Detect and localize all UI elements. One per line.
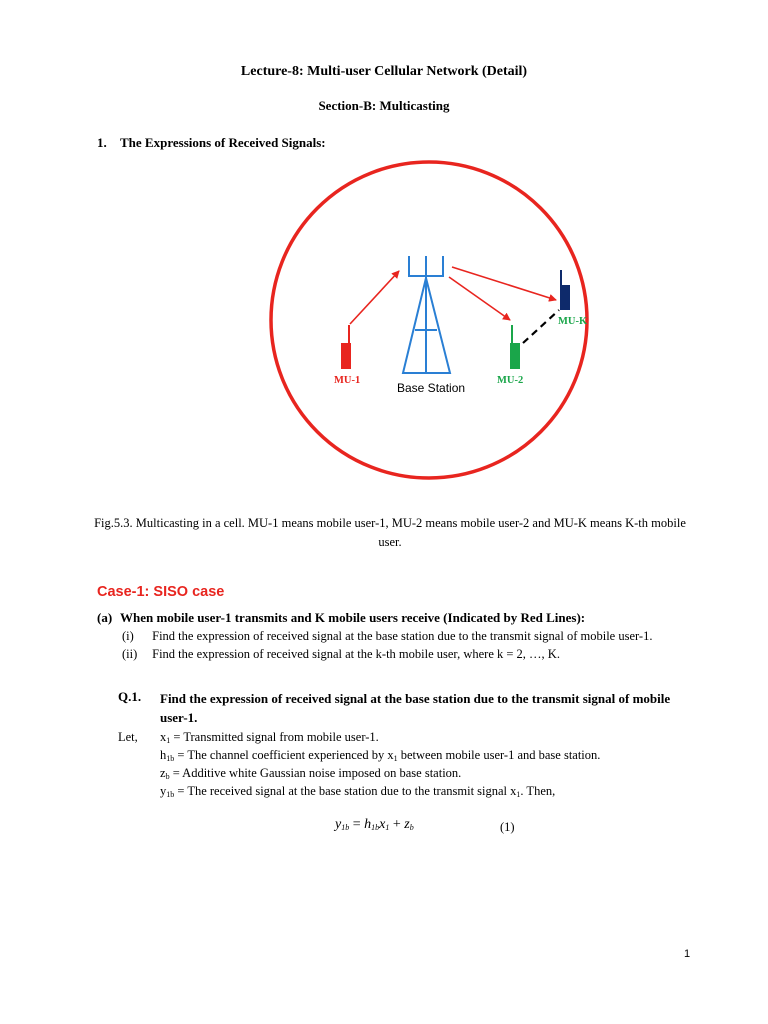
case-heading: Case-1: SISO case (97, 584, 225, 600)
question-line-1: Find the expression of received signal at the base station due to the transmit signal of mobile (160, 691, 671, 706)
list-item-label: (i) (122, 629, 134, 643)
definition-zb: $z_b$ = Additive white Gaussian noise imposed on base station. (160, 766, 462, 781)
part-a-heading (97, 610, 585, 626)
list-item-text: Find the expression of received signal at the base station due to the transmit signal of mobile user-1. (152, 629, 653, 643)
figure-caption (70, 514, 710, 552)
mu2-phone-icon (510, 325, 520, 369)
definition-y1b: $y_{1b}$ = The received signal at the base station due to the transmit signal $x_1$. Then, (160, 784, 556, 799)
section-subtitle: Section-B: Multicasting (318, 98, 450, 113)
arrow-bs-to-muk (452, 267, 556, 300)
let-label: Let, (118, 730, 138, 744)
arrow-bs-to-mu2 (449, 277, 510, 320)
list-item-text: Find the expression of received signal at the k-th mobile user, where k = 2, …, K. (152, 647, 560, 661)
muk-label: MU-K (558, 316, 588, 327)
part-a-label: (a) (97, 610, 113, 625)
definition-h1b: $h_{1b}$ = The channel coefficient experienced by $x_1$ between mobile user-1 and base station. (160, 748, 601, 763)
definition-x1: $x_1$ = Transmitted signal from mobile user-1. (160, 730, 379, 745)
caption-line-2: user. (378, 535, 402, 549)
question-line-2: user-1. (160, 710, 198, 725)
mu1-label: MU-1 (334, 375, 361, 386)
page-number: 1 (684, 948, 691, 960)
list-item (122, 629, 652, 644)
mu1-phone-icon (341, 325, 351, 369)
equation-number: (1) (500, 820, 515, 834)
base-station-tower-icon (403, 256, 450, 373)
cell-boundary-circle (271, 162, 587, 478)
mu2-label: MU-2 (497, 375, 524, 386)
dashed-link-mu2-muk (523, 310, 559, 343)
list-item (122, 647, 560, 662)
equation-1: $y_{1b} = h_{1b}x_1 + z_b$ (335, 817, 414, 832)
part-a-text: When mobile user-1 transmits and K mobile users receive (Indicated by Red Lines): (120, 610, 586, 625)
arrow-mu1-to-bs (350, 271, 399, 324)
question-label: Q.1. (118, 689, 142, 704)
page-title: Lecture-8: Multi-user Cellular Network (Detail) (240, 64, 528, 79)
heading-text: The Expressions of Received Signals: (120, 135, 326, 150)
question-text (160, 689, 690, 727)
list-item-label: (ii) (122, 647, 138, 661)
heading-number: 1. (97, 135, 107, 150)
caption-line-1: Fig.5.3. Multicasting in a cell. MU-1 means mobile user-1, MU-2 means mobile user-2 and MU-K means K-th mobile (94, 516, 686, 530)
muk-phone-icon (560, 270, 570, 310)
base-station-label: Base Station (397, 381, 466, 395)
